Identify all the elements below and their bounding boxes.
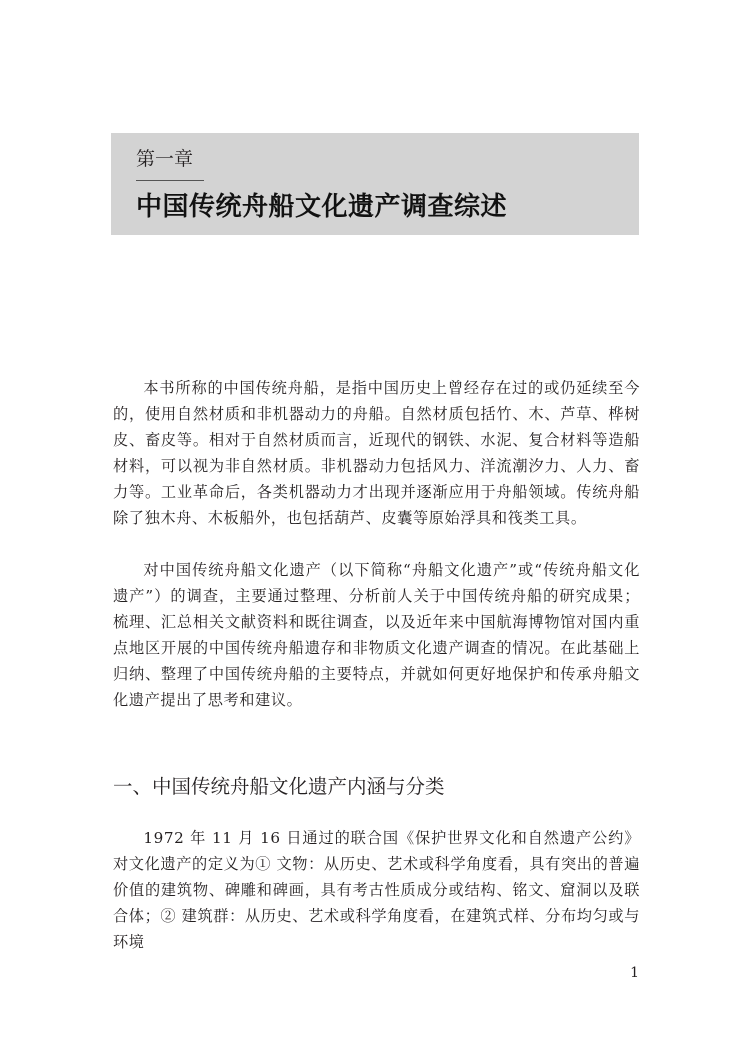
page-number: 1 <box>630 965 639 981</box>
chapter-divider <box>136 180 204 181</box>
section-paragraph: 1972 年 11 月 16 日通过的联合国《保护世界文化和自然遗产公约》对文化遗产的定义为① 文物：从历史、艺术或科学角度看，具有突出的普遍价值的建筑物、碑雕和碑画，具有考古性质成分或结构、铭文、窟洞以及联合体；② 建筑群：从历史、艺术或科学角度看，在建筑式样、分布均匀或与环境 <box>113 829 640 951</box>
intro-paragraph-1: 本书所称的中国传统舟船，是指中国历史上曾经存在过的或仍延续至今的，使用自然材质和非机器动力的舟船。自然材质包括竹、木、芦草、桦树皮、畜皮等。相对于自然材质而言，近现代的钢铁、水泥、复合材料等造船材料，可以视为非自然材质。非机器动力包括风力、洋流潮汐力、人力、畜力等。工业革命后，各类机器动力才出现并逐渐应用于舟船领域。传统舟船除了独木舟、木板船外，也包括葫芦、皮囊等原始浮具和筏类工具。 <box>113 379 640 527</box>
section-heading: 一、中国传统舟船文化遗产内涵与分类 <box>113 775 445 798</box>
chapter-title: 中国传统舟船文化遗产调查综述 <box>136 192 508 222</box>
intro-paragraph-2: 对中国传统舟船文化遗产（以下简称“舟船文化遗产”或“传统舟船文化遗产”）的调查，主要通过整理、分析前人关于中国传统舟船的研究成果；梳理、汇总相关文献资料和既往调查，以及近年来中国航海博物馆对国内重点地区开展的中国传统舟船遗存和非物质文化遗产调查的情况。在此基础上归纳、整理了中国传统舟船的主要特点，并就如何更好地保护和传承舟船文化遗产提出了思考和建议。 <box>113 561 640 709</box>
chapter-label: 第一章 <box>136 148 194 170</box>
